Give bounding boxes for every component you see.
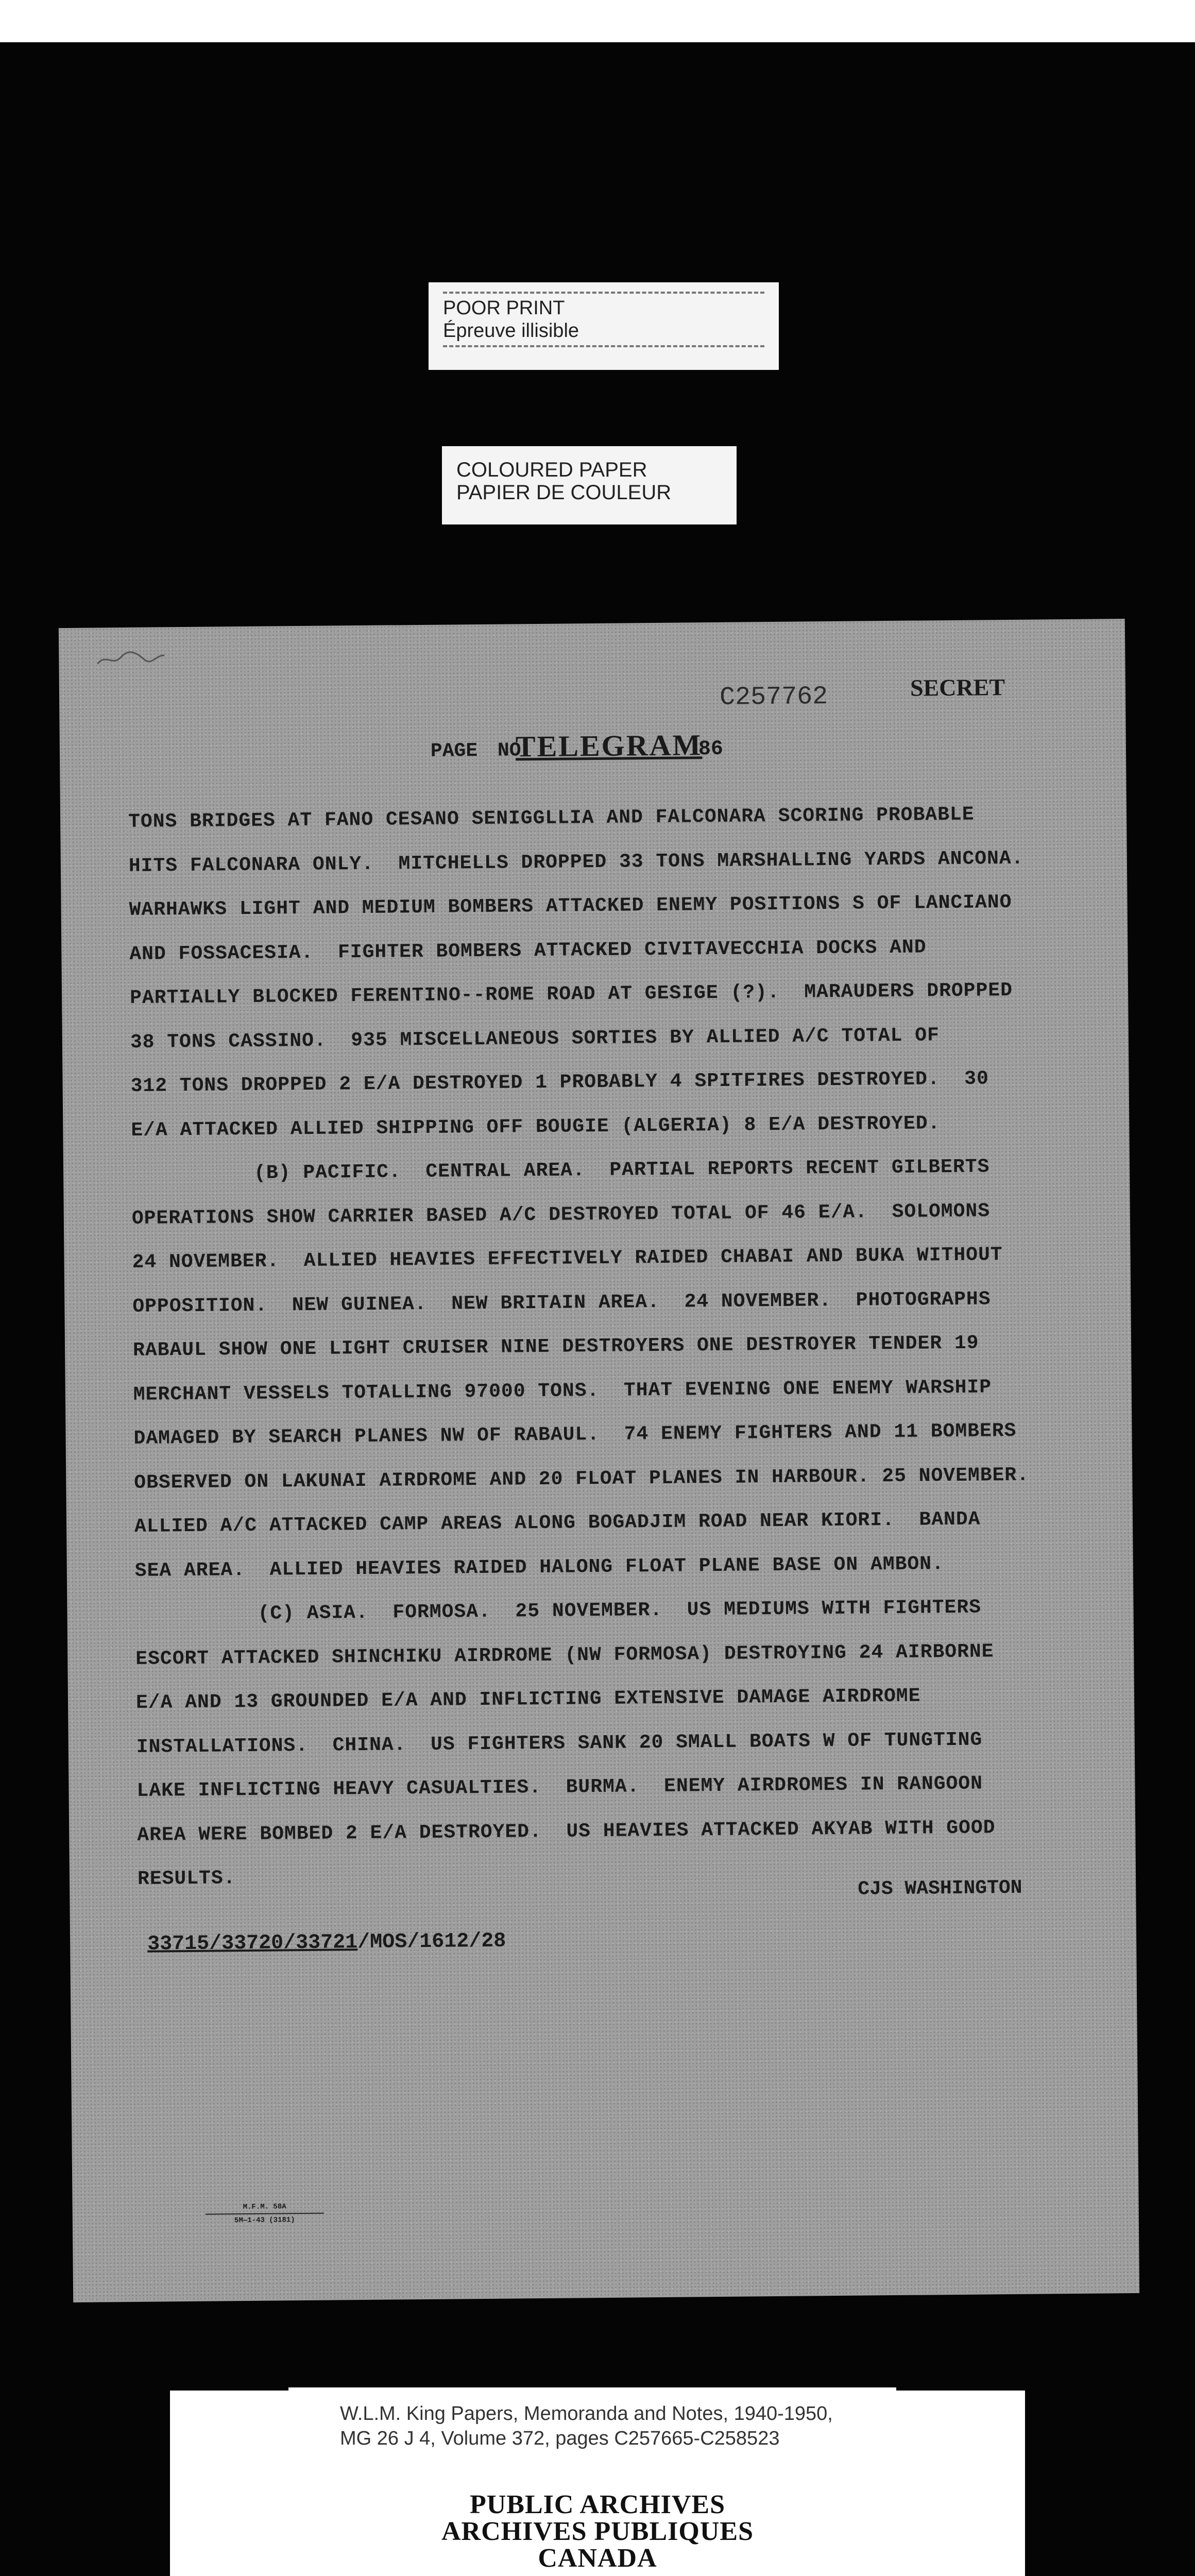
body-line: INSTALLATIONS. CHINA. US FIGHTERS SANK 20 SMALL BOATS W OF TUNGTING: [136, 1728, 983, 1758]
form-stamp: [206, 2202, 324, 2225]
coloured-paper-text-fr: PAPIER DE COULEUR: [456, 481, 672, 504]
control-number: C257762: [719, 682, 828, 713]
body-line: TONS BRIDGES AT FANO CESANO SENIGGLLIA AND FALCONARA SCORING PROBABLE: [128, 803, 975, 833]
reference-rest: /MOS/1612/28: [357, 1929, 506, 1955]
poor-print-text: POOR PRINT: [443, 297, 565, 319]
body-line: DAMAGED BY SEARCH PLANES NW OF RABAUL. 74 ENEMY FIGHTERS AND 11 BOMBERS: [133, 1419, 1017, 1450]
body-line: 24 NOVEMBER. ALLIED HEAVIES EFFECTIVELY RAIDED CHABAI AND BUKA WITHOUT: [132, 1244, 1003, 1274]
body-line: HITS FALCONARA ONLY. MITCHELLS DROPPED 33 TONS MARSHALLING YARDS ANCONA.: [128, 847, 1024, 877]
body-line: AREA WERE BOMBED 2 E/A DESTROYED. US HEAVIES ATTACKED AKYAB WITH GOOD: [137, 1816, 996, 1846]
body-line: E/A AND 13 GROUNDED E/A AND INFLICTING EXTENSIVE DAMAGE AIRDROME: [135, 1685, 921, 1714]
pencil-mark-icon: [95, 648, 167, 669]
coloured-paper-label: [442, 446, 737, 524]
body-line: (C) ASIA. FORMOSA. 25 NOVEMBER. US MEDIUMS WITH FIGHTERS: [135, 1596, 982, 1626]
page-header: [431, 727, 792, 766]
classification: SECRET: [910, 674, 1005, 701]
page-number: 86: [698, 737, 724, 761]
body-line: ALLIED A/C ATTACKED CAMP AREAS ALONG BOGADJIM ROAD NEAR KIORI. BANDA: [134, 1508, 981, 1538]
page-number-struck: NO: [497, 739, 521, 762]
poor-print-text-fr: Épreuve illisible: [443, 320, 579, 342]
body-line: OPPOSITION. NEW GUINEA. NEW BRITAIN AREA. 24 NOVEMBER. PHOTOGRAPHS: [132, 1287, 991, 1318]
body-line: RESULTS.: [137, 1867, 236, 1890]
body-line: OPERATIONS SHOW CARRIER BASED A/C DESTROYED TOTAL OF 46 E/A. SOLOMONS: [131, 1199, 991, 1230]
body-line: AND FOSSACESIA. FIGHTER BOMBERS ATTACKED CIVITAVECCHIA DOCKS AND: [129, 936, 927, 965]
dashed-rule-top: [443, 292, 764, 294]
body-line: 312 TONS DROPPED 2 E/A DESTROYED 1 PROBABLY 4 SPITFIRES DESTROYED. 30: [130, 1067, 989, 1097]
body-line: LAKE INFLICTING HEAVY CASUALTIES. BURMA. ENEMY AIRDROMES IN RANGOON: [136, 1772, 983, 1802]
signature: CJS WASHINGTON: [858, 1876, 1022, 1901]
coloured-paper-text: COLOURED PAPER: [456, 459, 647, 481]
archive-name-en: PUBLIC ARCHIVES: [469, 2490, 726, 2519]
body-line: 38 TONS CASSINO. 935 MISCELLANEOUS SORTIES BY ALLIED A/C TOTAL OF: [130, 1024, 940, 1054]
body-line: WARHAWKS LIGHT AND MEDIUM BOMBERS ATTACKED ENEMY POSITIONS S OF LANCIANO: [129, 891, 1012, 921]
form-number: M.F.M. 58A: [206, 2202, 324, 2215]
poor-print-label: [429, 282, 779, 370]
body-line: RABAUL SHOW ONE LIGHT CRUISER NINE DESTROYERS ONE DESTROYER TENDER 19: [132, 1332, 979, 1362]
archive-name-fr: ARCHIVES PUBLIQUES: [441, 2517, 754, 2546]
body-line: (B) PACIFIC. CENTRAL AREA. PARTIAL REPORTS RECENT GILBERTS: [131, 1156, 990, 1185]
body-line: E/A ATTACKED ALLIED SHIPPING OFF BOUGIE (ALGERIA) 8 E/A DESTROYED.: [131, 1112, 941, 1142]
archive-collection: W.L.M. King Papers, Memoranda and Notes, 1940-1950,: [340, 2403, 833, 2425]
archive-volume: MG 26 J 4, Volume 372, pages C257665-C258523: [340, 2428, 780, 2449]
telegram-page: [59, 619, 1139, 2302]
archive-label-card: [170, 2391, 1025, 2576]
reference-line: [147, 1928, 506, 1956]
page-label: PAGE: [430, 740, 478, 762]
form-print: 5M—1-43 (3181): [234, 2216, 295, 2225]
body-line: OBSERVED ON LAKUNAI AIRDROME AND 20 FLOAT PLANES IN HARBOUR. 25 NOVEMBER.: [134, 1464, 1030, 1494]
body-line: PARTIALLY BLOCKED FERENTINO--ROME ROAD AT GESIGE (?). MARAUDERS DROPPED: [129, 979, 1013, 1009]
body-line: ESCORT ATTACKED SHINCHIKU AIRDROME (NW FORMOSA) DESTROYING 24 AIRBORNE: [135, 1640, 994, 1670]
archive-country: CANADA: [538, 2544, 657, 2573]
telegram-header: TELEGRAM: [515, 728, 703, 764]
body-line: SEA AREA. ALLIED HEAVIES RAIDED HALONG FLOAT PLANE BASE ON AMBON.: [134, 1552, 945, 1582]
dashed-rule-bottom: [443, 345, 764, 347]
telegram-body: [128, 791, 1132, 1901]
body-line: MERCHANT VESSELS TOTALLING 97000 TONS. THAT EVENING ONE ENEMY WARSHIP: [133, 1376, 992, 1406]
reference-underlined: 33715/33720/33721: [147, 1931, 358, 1956]
